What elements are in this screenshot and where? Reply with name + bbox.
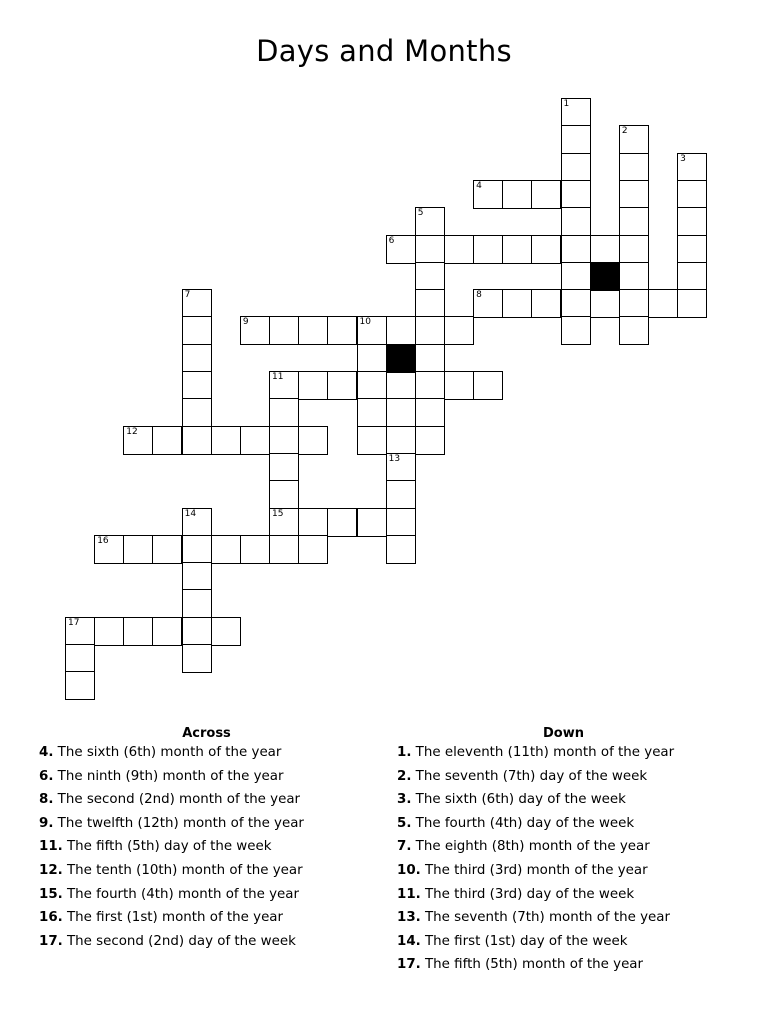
grid-cell[interactable] (182, 562, 212, 591)
grid-cell[interactable] (123, 535, 153, 564)
grid-cell[interactable] (357, 426, 387, 455)
clue-text: The sixth (6th) month of the year (57, 745, 282, 760)
clue-number-label: 7 (184, 290, 191, 301)
grid-cell[interactable] (473, 371, 503, 400)
clue-text: The fifth (5th) month of the year (425, 957, 644, 973)
clue-item (39, 909, 369, 933)
grid-cell[interactable] (561, 153, 591, 182)
clue-number: 8. (39, 792, 54, 808)
grid-cell[interactable] (182, 617, 212, 646)
clue-number: 1. (397, 745, 412, 760)
clue-number: 7. (397, 839, 412, 855)
grid-cell[interactable] (182, 426, 212, 455)
grid-cell[interactable] (619, 153, 649, 182)
clue-number-label: 1 (563, 99, 570, 109)
grid-cell[interactable] (65, 644, 95, 673)
clue-item (39, 862, 369, 886)
grid-cell[interactable] (269, 316, 299, 345)
grid-cell[interactable] (94, 535, 124, 564)
grid-cell[interactable] (327, 371, 357, 400)
clue-number: 17. (39, 933, 63, 949)
grid-cell[interactable] (211, 535, 241, 564)
grid-cell[interactable] (415, 262, 445, 291)
grid-cell[interactable] (386, 398, 416, 427)
clue-number-label: 5 (417, 208, 424, 219)
clue-text: The eighth (8th) month of the year (415, 839, 650, 855)
grid-cell[interactable] (269, 453, 299, 482)
grid-cell[interactable] (357, 508, 387, 537)
clue-text: The seventh (7th) day of the week (415, 768, 648, 784)
grid-cell[interactable] (386, 480, 416, 509)
clue-number: 13. (397, 910, 421, 926)
clue-text: The tenth (10th) month of the year (67, 862, 303, 878)
grid-cell[interactable] (502, 180, 532, 209)
grid-cell[interactable] (677, 262, 707, 291)
grid-cell[interactable] (415, 371, 445, 400)
clue-item (397, 933, 727, 957)
grid-cell[interactable] (619, 180, 649, 209)
clue-number-label: 13 (388, 453, 401, 464)
grid-cell[interactable] (677, 207, 707, 236)
grid-cell[interactable] (502, 235, 532, 264)
clue-text: The twelfth (12th) month of the year (57, 815, 304, 831)
clue-number: 6. (39, 768, 54, 784)
grid-cell[interactable] (415, 398, 445, 427)
clue-item (39, 886, 369, 910)
grid-cell[interactable] (357, 344, 387, 373)
clue-number-label: 6 (388, 235, 395, 246)
clue-number-label: 11 (272, 372, 284, 382)
grid-cell[interactable] (561, 262, 591, 291)
grid-cell[interactable] (269, 371, 299, 400)
clue-number-label: 2 (621, 126, 628, 137)
clue-number-label: 16 (97, 535, 109, 546)
grid-cell[interactable] (561, 235, 591, 264)
across-heading: Across (182, 726, 231, 741)
grid-cell[interactable] (269, 535, 299, 564)
clue-number: 3. (397, 792, 412, 808)
clue-text: The sixth (6th) day of the week (415, 792, 626, 808)
grid-cell[interactable] (531, 289, 561, 318)
grid-cell[interactable] (94, 617, 124, 646)
clue-item (397, 815, 727, 839)
clue-number: 15. (39, 886, 63, 902)
clue-item (397, 909, 727, 933)
clue-number: 14. (397, 933, 421, 949)
grid-cell[interactable] (473, 289, 503, 318)
clue-item (397, 744, 727, 768)
grid-cell[interactable] (65, 671, 95, 700)
clue-number: 4. (39, 745, 54, 760)
grid-cell[interactable] (677, 289, 707, 318)
clue-number: 16. (39, 910, 63, 926)
grid-cell[interactable] (386, 235, 416, 264)
grid-cell[interactable] (123, 617, 153, 646)
grid-cell[interactable] (182, 316, 212, 345)
grid-cell[interactable] (444, 235, 474, 264)
grid-cell[interactable] (357, 371, 387, 400)
grid-cell[interactable] (473, 235, 503, 264)
grid-cell[interactable] (473, 180, 503, 209)
grid-cell[interactable] (561, 207, 591, 236)
grid-cell[interactable] (415, 316, 445, 345)
grid-cell[interactable] (561, 180, 591, 209)
grid-cell[interactable] (298, 508, 328, 537)
clue-text: The first (1st) day of the week (425, 933, 628, 949)
clue-text: The second (2nd) day of the week (67, 933, 296, 949)
grid-cell[interactable] (619, 207, 649, 236)
grid-cell[interactable] (386, 371, 416, 400)
clue-number: 11. (39, 839, 63, 855)
grid-cell[interactable] (677, 180, 707, 209)
grid-cell[interactable] (211, 426, 241, 455)
grid-cell[interactable] (240, 426, 270, 455)
grid-cell[interactable] (619, 235, 649, 264)
grid-cell[interactable] (590, 289, 620, 318)
clue-text: The seventh (7th) month of the year (425, 910, 670, 926)
grid-cell[interactable] (619, 125, 649, 154)
clue-item (397, 862, 727, 886)
grid-cell[interactable] (677, 235, 707, 264)
grid-cell[interactable] (444, 371, 474, 400)
grid-cell[interactable] (182, 535, 212, 564)
clue-item (397, 956, 727, 980)
grid-cell[interactable] (327, 316, 357, 345)
clue-text: The ninth (9th) month of the year (57, 768, 284, 784)
grid-cell[interactable] (182, 344, 212, 373)
clue-number-label: 14 (184, 508, 197, 519)
clue-text: The third (3rd) day of the week (425, 886, 635, 902)
clue-item (397, 768, 727, 792)
clue-item (39, 838, 369, 862)
clue-number: 5. (397, 815, 412, 831)
clue-number-label: 9 (242, 317, 249, 328)
clue-number-label: 17 (68, 617, 80, 628)
black-square (386, 344, 416, 373)
grid-cell[interactable] (298, 535, 328, 564)
grid-cell[interactable] (561, 289, 591, 318)
grid-cell[interactable] (182, 371, 212, 400)
grid-cell[interactable] (561, 125, 591, 154)
clue-text: The fourth (4th) month of the year (67, 886, 300, 902)
down-heading: Down (543, 726, 584, 741)
grid-cell[interactable] (182, 508, 212, 537)
grid-cell[interactable] (502, 289, 532, 318)
grid-cell[interactable] (269, 480, 299, 509)
clue-item (397, 886, 727, 910)
down-clues (397, 726, 727, 980)
grid-cell[interactable] (386, 316, 416, 345)
grid-cell[interactable] (152, 426, 182, 455)
grid-cell[interactable] (590, 235, 620, 264)
grid-cell[interactable] (65, 617, 95, 646)
clue-number-label: 15 (272, 508, 284, 519)
grid-cell[interactable] (677, 153, 707, 182)
grid-cell[interactable] (531, 235, 561, 264)
grid-cell[interactable] (415, 426, 445, 455)
clue-number: 17. (397, 957, 421, 973)
clue-text: The first (1st) month of the year (67, 910, 284, 926)
grid-cell[interactable] (415, 289, 445, 318)
clue-item (39, 744, 369, 768)
clue-item (39, 768, 369, 792)
grid-cell[interactable] (386, 535, 416, 564)
grid-cell[interactable] (415, 344, 445, 373)
grid-cell[interactable] (152, 535, 182, 564)
grid-cell[interactable] (298, 316, 328, 345)
clue-number-label: 12 (126, 426, 138, 437)
grid-cell[interactable] (269, 508, 299, 537)
clue-number-label: 4 (476, 180, 482, 191)
clue-number-label: 8 (476, 290, 482, 301)
clue-text: The eleventh (11th) month of the year (415, 745, 675, 760)
grid-cell[interactable] (240, 535, 270, 564)
puzzle-title: Days and Months (256, 34, 512, 68)
clue-item (39, 791, 369, 815)
clue-item (39, 815, 369, 839)
grid-cell[interactable] (298, 426, 328, 455)
grid-cell[interactable] (240, 316, 270, 345)
grid-cell[interactable] (152, 617, 182, 646)
grid-cell[interactable] (619, 316, 649, 345)
clue-number-label: 10 (359, 317, 371, 328)
black-square (590, 262, 620, 291)
grid-cell[interactable] (386, 426, 416, 455)
grid-cell[interactable] (182, 398, 212, 427)
clue-number-label: 3 (680, 153, 686, 164)
grid-cell[interactable] (415, 235, 445, 264)
grid-cell[interactable] (619, 262, 649, 291)
grid-cell[interactable] (386, 453, 416, 482)
grid-cell[interactable] (211, 617, 241, 646)
clue-number: 11. (397, 886, 421, 902)
grid-cell[interactable] (357, 316, 387, 345)
clue-text: The third (3rd) month of the year (425, 862, 648, 878)
grid-cell[interactable] (619, 289, 649, 318)
clue-text: The fourth (4th) day of the week (415, 815, 635, 831)
clue-number: 9. (39, 815, 54, 831)
grid-cell[interactable] (357, 398, 387, 427)
grid-cell[interactable] (269, 398, 299, 427)
clue-number: 10. (397, 862, 421, 878)
grid-cell[interactable] (327, 508, 357, 537)
clue-item (397, 838, 727, 862)
grid-cell[interactable] (269, 426, 299, 455)
grid-cell[interactable] (123, 426, 153, 455)
grid-cell[interactable] (386, 508, 416, 537)
clue-item (397, 791, 727, 815)
clue-text: The fifth (5th) day of the week (67, 839, 272, 855)
grid-cell[interactable] (415, 207, 445, 236)
grid-cell[interactable] (444, 316, 474, 345)
grid-cell[interactable] (648, 289, 678, 318)
grid-cell[interactable] (531, 180, 561, 209)
clue-item (39, 933, 369, 957)
clue-text: The second (2nd) month of the year (57, 792, 301, 808)
clue-number: 12. (39, 862, 63, 878)
grid-cell[interactable] (182, 589, 212, 618)
clue-number: 2. (397, 768, 412, 784)
grid-cell[interactable] (561, 98, 591, 127)
across-clues (39, 726, 369, 956)
grid-cell[interactable] (561, 316, 591, 345)
grid-cell[interactable] (298, 371, 328, 400)
grid-cell[interactable] (182, 644, 212, 673)
grid-cell[interactable] (182, 289, 212, 318)
